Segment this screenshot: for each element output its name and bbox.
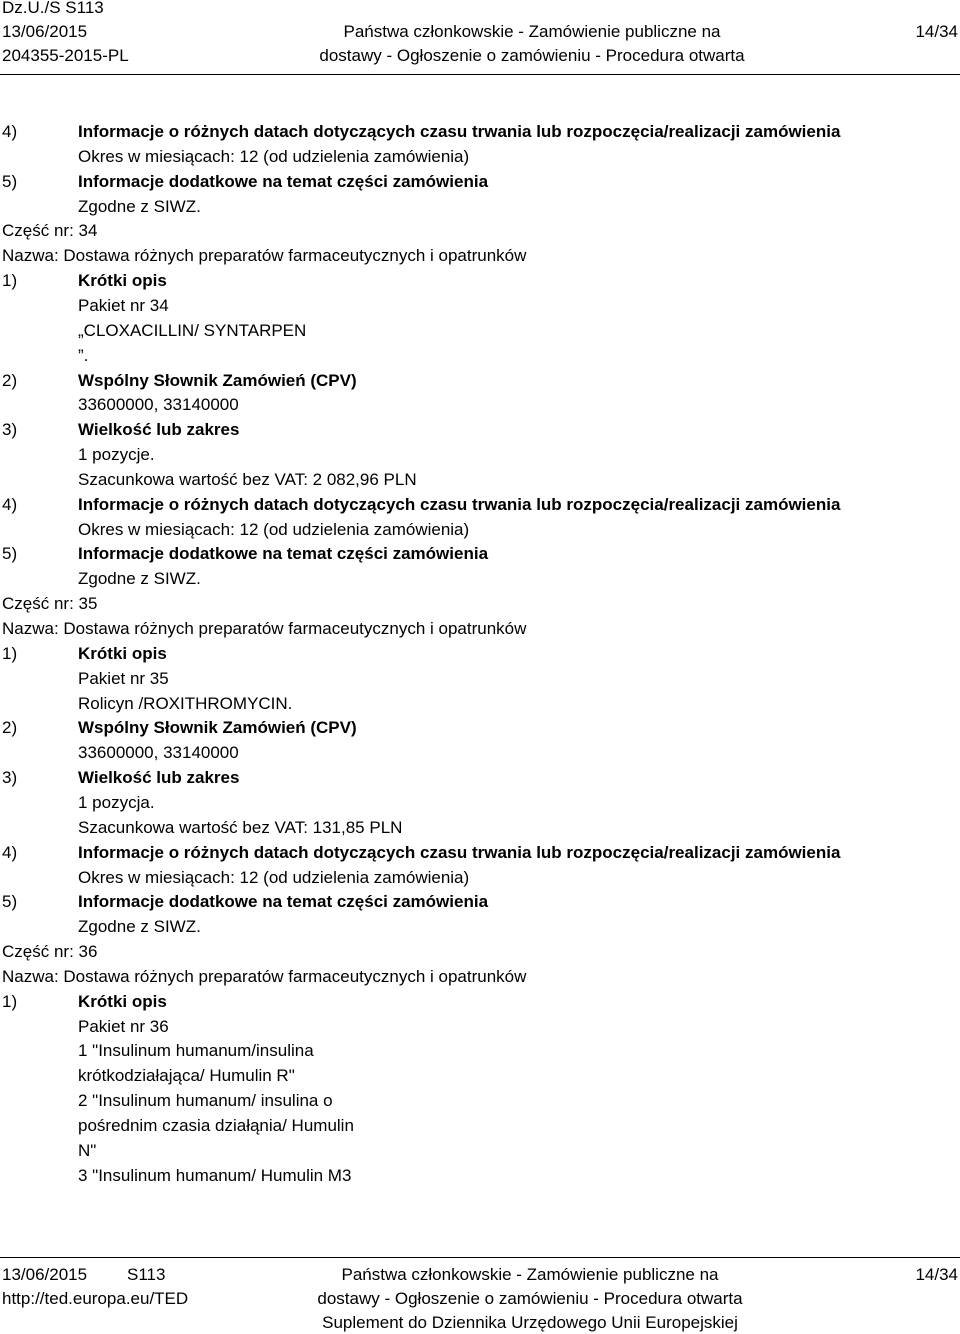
section-text: 1 pozycja. (78, 793, 155, 812)
section-heading: Wielkość lub zakres (78, 768, 240, 787)
part-label: Nazwa: Dostawa różnych preparatów farmaceutycznych i opatrunków (2, 967, 527, 986)
section-heading: Informacje dodatkowe na temat części zamówienia (78, 544, 489, 563)
section-heading: Wielkość lub zakres (78, 420, 240, 439)
section-text: Zgodne z SIWZ. (78, 197, 201, 216)
section-text: 2 "Insulinum humanum/ insulina o (78, 1091, 333, 1110)
item-number: 2) (2, 718, 18, 737)
section-text: 33600000, 33140000 (78, 743, 239, 762)
item-number: 1) (2, 644, 18, 663)
part-label: Część nr: 36 (2, 942, 98, 961)
section-text: ”. (78, 346, 89, 365)
header-rule (0, 74, 960, 75)
item-number: 4) (2, 122, 18, 141)
footer-supplement: Suplement do Dziennika Urzędowego Unii Europejskiej (322, 1313, 738, 1332)
section-heading: Informacje dodatkowe na temat części zamówienia (78, 892, 489, 911)
item-number: 4) (2, 495, 18, 514)
footer-date: 13/06/2015 (2, 1265, 88, 1284)
section-heading: Krótki opis (78, 992, 167, 1011)
section-text: N" (78, 1141, 97, 1160)
item-number: 4) (2, 843, 18, 862)
section-text: „CLOXACILLIN/ SYNTARPEN (78, 321, 307, 340)
footer-url[interactable]: http://ted.europa.eu/TED (2, 1289, 189, 1308)
section-text: Okres w miesiącach: 12 (od udzielenia zamówienia) (78, 520, 470, 539)
section-heading: Wspólny Słownik Zamówień (CPV) (78, 371, 357, 390)
item-number: 5) (2, 892, 18, 911)
item-number: 5) (2, 172, 18, 191)
footer-title-line1: Państwa członkowskie - Zamówienie publiczne na (341, 1265, 719, 1284)
header-notice-id: 204355-2015-PL (2, 46, 129, 65)
section-text: 3 "Insulinum humanum/ Humulin M3 (78, 1166, 352, 1185)
header-title-line2: dostawy - Ogłoszenie o zamówieniu - Procedura otwarta (319, 46, 745, 65)
section-text: pośrednim czasia działąnia/ Humulin (78, 1116, 354, 1135)
item-number: 3) (2, 420, 18, 439)
header-title-line1: Państwa członkowskie - Zamówienie publiczne na (343, 22, 721, 41)
section-text: Okres w miesiącach: 12 (od udzielenia zamówienia) (78, 868, 470, 887)
item-number: 2) (2, 371, 18, 390)
item-number: 1) (2, 271, 18, 290)
section-heading: Wspólny Słownik Zamówień (CPV) (78, 718, 357, 737)
section-text: Pakiet nr 35 (78, 669, 169, 688)
section-heading: Krótki opis (78, 271, 167, 290)
header-journal-ref: Dz.U./S S113 (2, 0, 104, 17)
part-label: Nazwa: Dostawa różnych preparatów farmaceutycznych i opatrunków (2, 246, 527, 265)
section-text: krótkodziałająca/ Humulin R" (78, 1066, 295, 1085)
section-text: Szacunkowa wartość bez VAT: 131,85 PLN (78, 818, 403, 837)
item-number: 5) (2, 544, 18, 563)
section-heading: Informacje dodatkowe na temat części zamówienia (78, 172, 489, 191)
footer-issue: S113 (127, 1265, 166, 1284)
part-label: Część nr: 35 (2, 594, 98, 613)
part-label: Nazwa: Dostawa różnych preparatów farmaceutycznych i opatrunków (2, 619, 527, 638)
section-text: 1 "Insulinum humanum/insulina (78, 1041, 314, 1060)
section-text: Pakiet nr 36 (78, 1017, 169, 1036)
header-date: 13/06/2015 (2, 22, 88, 41)
item-number: 1) (2, 992, 18, 1011)
section-text: Pakiet nr 34 (78, 296, 169, 315)
section-text: Szacunkowa wartość bez VAT: 2 082,96 PLN (78, 470, 417, 489)
section-text: Rolicyn /ROXITHROMYCIN. (78, 694, 293, 713)
section-text: 1 pozycje. (78, 445, 155, 464)
item-number: 3) (2, 768, 18, 787)
section-text: Zgodne z SIWZ. (78, 917, 201, 936)
footer-rule (0, 1257, 960, 1258)
footer-title-line2: dostawy - Ogłoszenie o zamówieniu - Procedura otwarta (317, 1289, 743, 1308)
section-heading: Krótki opis (78, 644, 167, 663)
footer-page-number: 14/34 (915, 1265, 958, 1284)
part-label: Część nr: 34 (2, 221, 98, 240)
section-heading: Informacje o różnych datach dotyczących czasu trwania lub rozpoczęcia/realizacji zamówienia (78, 495, 841, 514)
section-heading: Informacje o różnych datach dotyczących czasu trwania lub rozpoczęcia/realizacji zamówienia (78, 843, 841, 862)
section-text: 33600000, 33140000 (78, 395, 239, 414)
header-page-number: 14/34 (915, 22, 958, 41)
section-text: Zgodne z SIWZ. (78, 569, 201, 588)
section-text: Okres w miesiącach: 12 (od udzielenia zamówienia) (78, 147, 470, 166)
section-heading: Informacje o różnych datach dotyczących czasu trwania lub rozpoczęcia/realizacji zamówienia (78, 122, 841, 141)
